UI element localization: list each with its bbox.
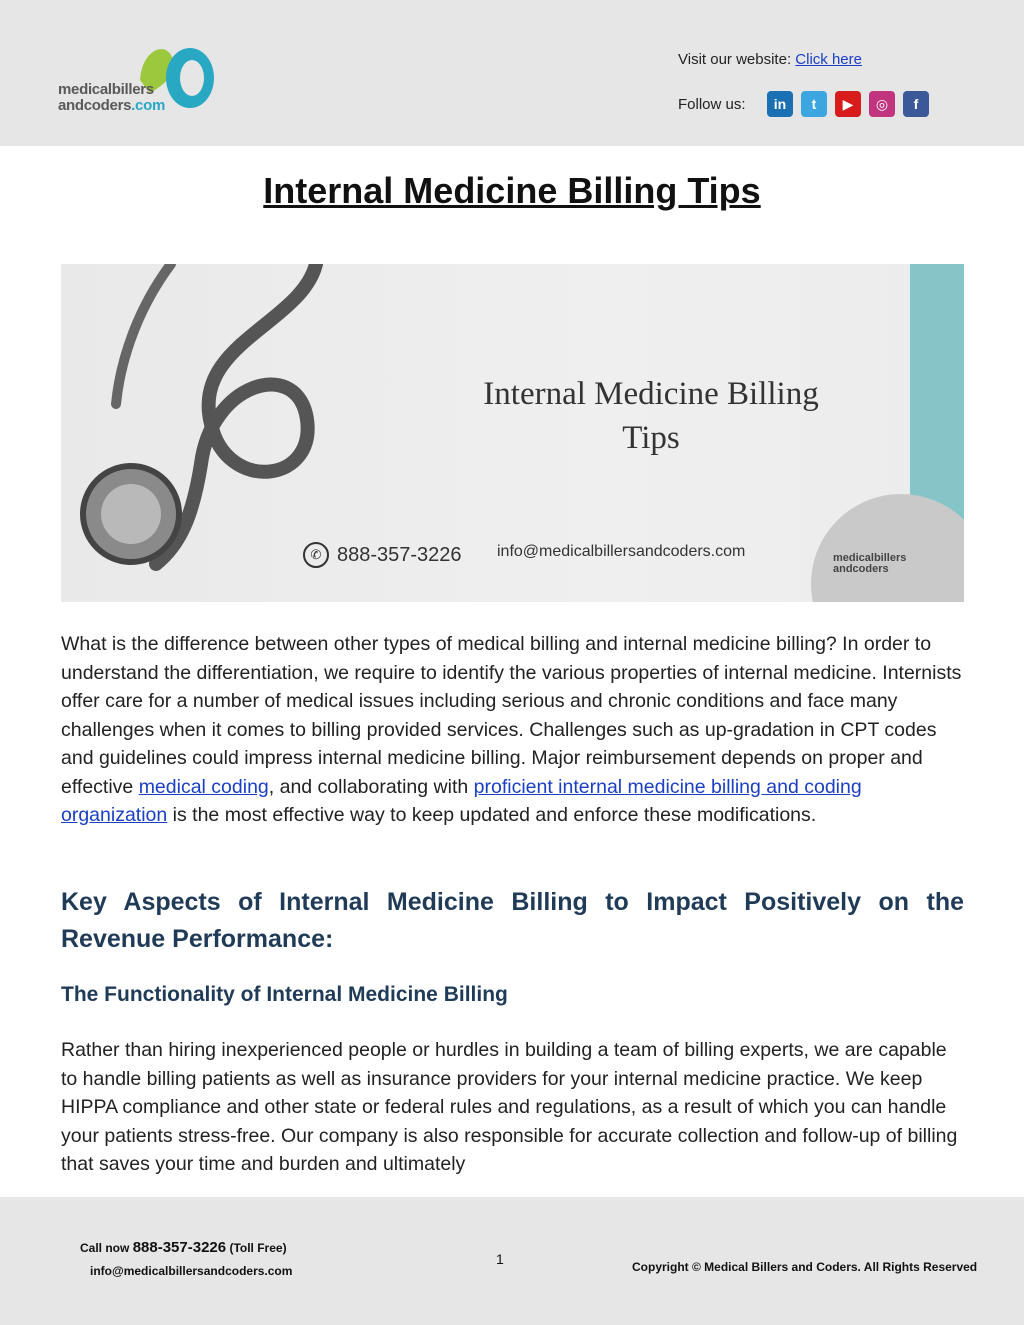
banner-email: info@medicalbillersandcoders.com [497,543,746,560]
twitter-icon[interactable]: t [801,91,827,117]
body-paragraph: Rather than hiring inexperienced people or hurdles in building a team of billing experts, we are capable to handle billing patients as well as insurance providers for your internal medicine practice. We keep HIPPA compliance and other state or federal rules and regulations, as a result of which you can handle your patients stress-free. Our company is also responsible for accurate collection and follow-up of billing that saves your time and burden and ultimately [61,1039,958,1175]
section-heading: Key Aspects of Internal Medicine Billing to Impact Positively on the Revenue Performance: [61,888,964,953]
intro-paragraph [61,630,964,830]
footer-call [80,1239,287,1256]
badge-line-1: medicalbillers [833,552,907,564]
badge-line-2: andcoders [833,563,889,575]
banner-logo-text [833,553,906,575]
call-number[interactable]: 888-357-3226 [132,1239,227,1256]
phone-icon: ✆ [303,542,329,568]
intro-text-1: What is the difference between other types of medical billing and internal medicine billing? In order to understand the differentiation, we require to identify the various properties of internal medicine. Internists offer care for a number of medical issues including serious and chronic conditions and face many challenges when it comes to billing provided services. Challenges such as up-gradation in CPT codes and guidelines could impress internal medicine billing. Major reimbursement depends on proper and effective [61,633,962,798]
medical-coding-link[interactable]: medical coding [138,775,269,798]
instagram-icon[interactable]: ◎ [869,91,895,117]
call-label: Call now [80,1241,130,1255]
facebook-icon[interactable]: f [903,91,929,117]
logo-text [58,82,165,114]
logo-line-2: andcoders [58,97,132,114]
banner-title [401,372,901,460]
visit-website [678,51,862,68]
company-logo[interactable] [58,38,228,128]
logo-line-1: medicalbillers [58,81,154,98]
logo-com: .com [131,97,165,114]
toll-free-label: (Toll Free) [229,1241,287,1255]
visit-label: Visit our website: [678,51,792,68]
copyright-text: Copyright © Medical Billers and Coders. All Rights Reserved [632,1260,978,1274]
page-number: 1 [496,1251,504,1267]
linkedin-icon[interactable]: in [767,91,793,117]
youtube-icon[interactable]: ▶ [835,91,861,117]
website-link[interactable]: Click here [795,51,862,68]
intro-text-2: , and collaborating with [268,775,474,798]
page-header [0,0,1024,146]
banner-title-line-2: Tips [622,420,680,456]
banner-title-line-1: Internal Medicine Billing [483,376,819,412]
intro-text-3: is the most effective way to keep updated and enforce these modifications. [167,804,817,826]
page-title: Internal Medicine Billing Tips [263,170,761,211]
follow-label: Follow us: [678,96,746,113]
footer-email[interactable]: info@medicalbillersandcoders.com [90,1264,293,1278]
social-icons [767,91,929,117]
banner-phone-number: 888-357-3226 [337,543,462,566]
subheading: The Functionality of Internal Medicine Billing [61,983,508,1006]
billing-organization-link[interactable]: proficient internal medicine billing and coding organization [61,775,862,826]
page-footer [0,1197,1024,1325]
banner-image [61,264,964,602]
banner-phone [303,542,462,568]
